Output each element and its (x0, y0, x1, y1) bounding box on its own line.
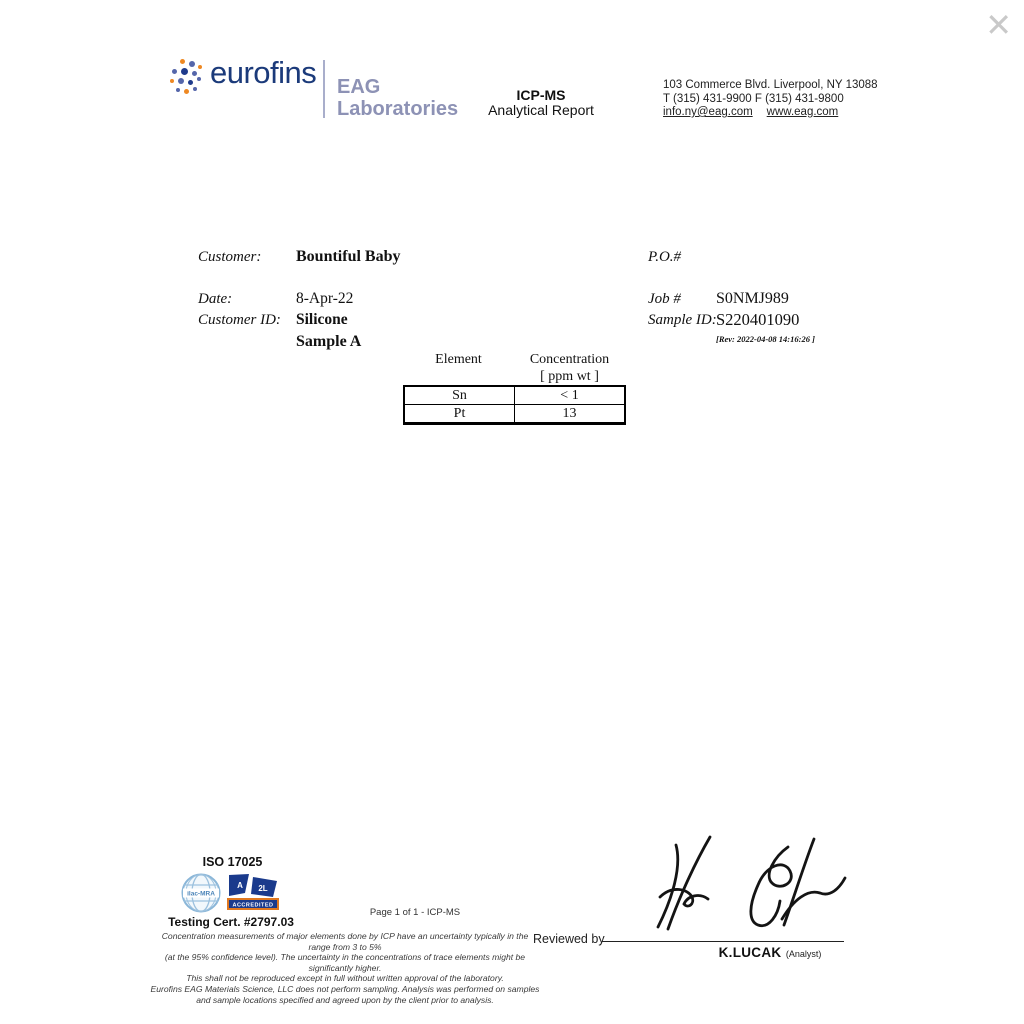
disclaimer-line: and sample locations specified and agreed upon by the client prior to analysis. (196, 994, 494, 1005)
disclaimer-line: Concentration measurements of major elements done by ICP have an uncertainty typically in the range from 3 to 5% (161, 931, 529, 952)
lab-address: 103 Commerce Blvd. Liverpool, NY 13088 (663, 79, 878, 91)
svg-text:ACCREDITED: ACCREDITED (232, 902, 274, 909)
po-label: P.O.# (648, 249, 682, 265)
eurofins-dots-icon (170, 59, 206, 99)
reviewer (690, 944, 850, 962)
revision-stamp: [Rev: 2022-04-08 14:16:26 ] (716, 334, 815, 344)
job-value: S0NMJ989 (716, 290, 789, 307)
date-value: 8-Apr-22 (296, 290, 354, 307)
division-line2: Laboratories (337, 98, 459, 120)
disclaimer-line: Eurofins EAG Materials Science, LLC does not perform sampling. Analysis was performed on samples (150, 983, 540, 994)
lab-contact-block (663, 79, 878, 120)
results-table (403, 385, 626, 425)
svg-text:2L: 2L (258, 884, 268, 893)
sample-id-value: S220401090 (716, 310, 800, 329)
division-line1: EAG (337, 76, 381, 98)
report-title (441, 88, 641, 118)
testing-cert-label: Testing Cert. #2797.03 (168, 915, 294, 929)
a2la-accredited-icon (226, 872, 280, 914)
element-cell: Pt (404, 405, 515, 424)
iso-label: ISO 17025 (202, 855, 263, 869)
disclaimer-text (150, 931, 540, 1005)
sample-id-label: Sample ID: (648, 312, 717, 328)
concentration-cell: < 1 (515, 386, 626, 405)
eurofins-logo (170, 55, 316, 99)
customer-label: Customer: (198, 249, 262, 265)
job-label: Job # (648, 291, 681, 307)
report-title-line2: Analytical Report (488, 102, 594, 118)
ilac-mra-icon (180, 872, 222, 914)
lab-email-link[interactable]: info.ny@eag.com (663, 106, 753, 118)
svg-text:ilac-MRA: ilac-MRA (187, 890, 215, 898)
reviewer-role: (Analyst) (785, 949, 822, 959)
logo-divider (323, 60, 325, 118)
report-title-line1: ICP-MS (516, 87, 566, 103)
sample-name: Sample A (296, 333, 362, 350)
lab-website-link[interactable]: www.eag.com (766, 106, 839, 118)
svg-text:A: A (237, 881, 243, 890)
disclaimer-line: This shall not be reproduced except in full without written approval of the laboratory. (186, 973, 504, 984)
element-cell: Sn (404, 386, 515, 405)
date-label: Date: (198, 291, 233, 307)
disclaimer-line: (at the 95% confidence level). The uncertainty in the concentrations of trace elements might be significantly higher. (164, 952, 526, 973)
customer-value: Bountiful Baby (296, 248, 401, 265)
concentration-cell: 13 (515, 405, 626, 424)
reviewed-by-label: Reviewed by (533, 932, 605, 946)
division-name (337, 76, 458, 120)
table-header-units: [ ppm wt ] (540, 369, 599, 384)
table-header-concentration: Concentration (529, 352, 610, 367)
signature-line (602, 941, 844, 942)
lab-phone: T (315) 431-9900 F (315) 431-9800 (663, 92, 844, 105)
table-row (404, 405, 625, 424)
table-header-element: Element (435, 352, 482, 367)
page-number: Page 1 of 1 - ICP-MS (369, 907, 461, 918)
brand-name: eurofins (210, 55, 317, 90)
close-icon[interactable]: ✕ (985, 7, 1012, 43)
customer-id-value: Silicone (296, 311, 348, 328)
signature (648, 833, 848, 935)
customer-id-label: Customer ID: (198, 312, 281, 328)
accreditation-logos (180, 872, 280, 914)
reviewer-name: K.LUCAK (718, 945, 782, 960)
table-row (404, 386, 625, 405)
